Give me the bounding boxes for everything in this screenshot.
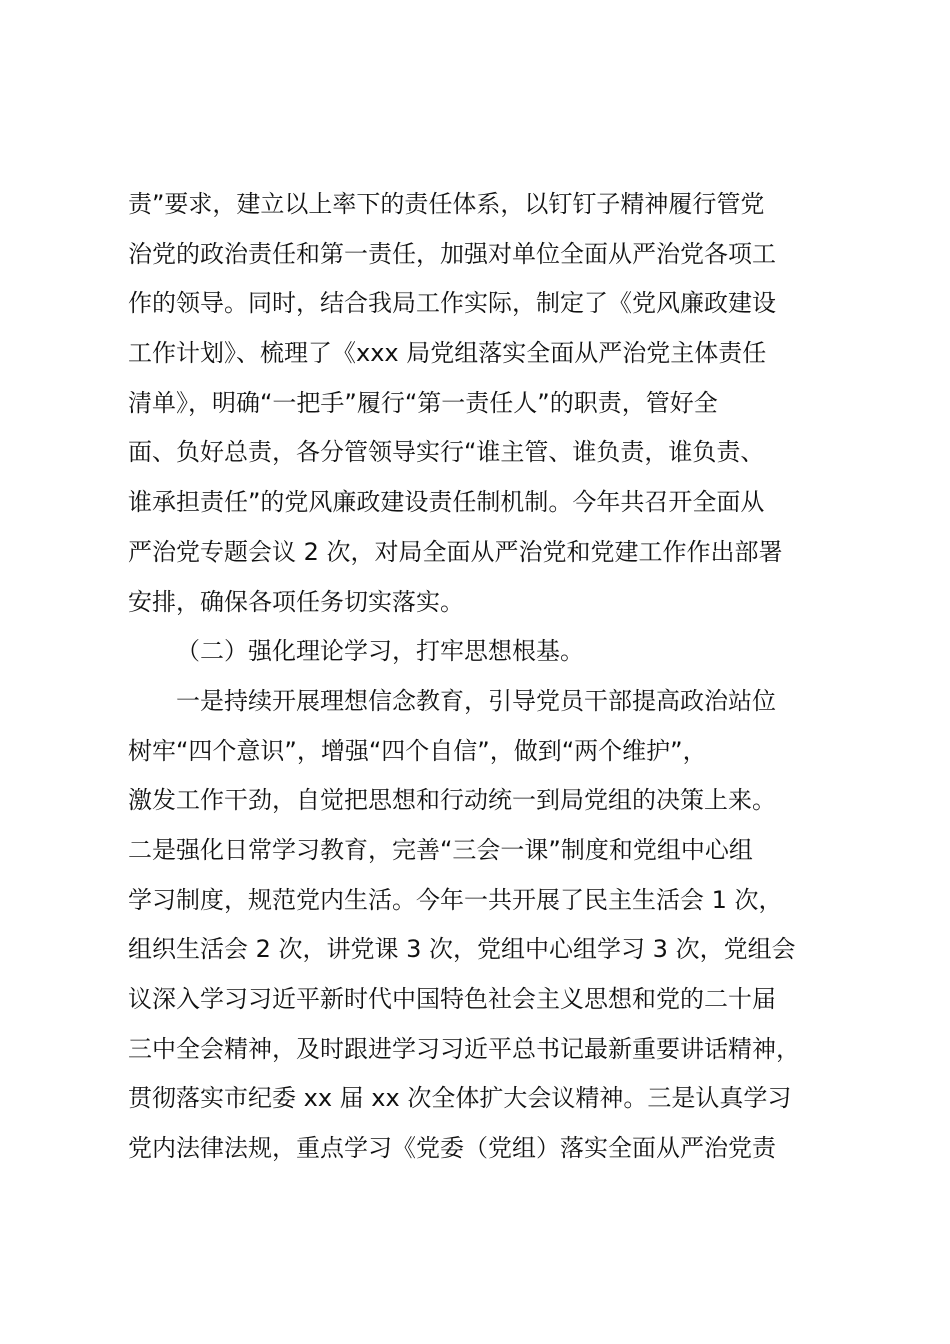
body-text — [128, 180, 834, 1174]
text-line: 树牢“四个意识”，增强“四个自信”，做到“两个维护”， — [128, 736, 707, 765]
text-line: 三中全会精神，及时跟进学习习近平总书记最新重要讲话精神， — [128, 1034, 800, 1063]
text-line: 学习制度，规范党内生活。今年一共开展了民主生活会 1 次， — [128, 885, 783, 914]
text-line: 治党的政治责任和第一责任，加强对单位全面从严治党各项工 — [128, 239, 776, 268]
text-line: 党内法律法规，重点学习《党委（党组）落实全面从严治党责 — [128, 1134, 776, 1163]
text-line: 清单》，明确“一把手”履行“第一责任人”的职责，管好全 — [128, 388, 718, 417]
text-line: 谁承担责任”的党风廉政建设责任制机制。今年共召开全面从 — [128, 488, 765, 517]
paragraph-first-line: 一是持续开展理想信念教育，引导党员干部提高政治站位 — [176, 686, 776, 715]
text-line: 组织生活会 2 次，讲党课 3 次，党组中心组学习 3 次，党组会 — [128, 935, 796, 964]
text-line: 激发工作干劲，自觉把思想和行动统一到局党组的决策上来。 — [128, 786, 776, 815]
text-line: 严治党专题会议 2 次，对局全面从严治党和党建工作作出部署 — [128, 537, 783, 566]
text-line: 作的领导。同时，结合我局工作实际，制定了《党风廉政建设 — [128, 289, 776, 318]
text-line: 议深入学习习近平新时代中国特色社会主义思想和党的二十届 — [128, 985, 776, 1013]
text-line: 安排，确保各项任务切实落实。 — [128, 587, 464, 616]
text-line: 贯彻落实市纪委 xx 届 xx 次全体扩大会议精神。三是认真学习 — [128, 1084, 792, 1113]
text-line: 二是强化日常学习教育，完善“三会一课”制度和党组中心组 — [128, 835, 753, 864]
text-line: 工作计划》、梳理了《xxx 局党组落实全面从严治党主体责任 — [128, 339, 767, 368]
section-heading: （二）强化理论学习，打牢思想根基。 — [176, 637, 584, 666]
text-line: 责”要求，建立以上率下的责任体系，以钉钉子精神履行管党 — [128, 190, 765, 218]
text-line: 面、负好总责，各分管领导实行“谁主管、谁负责，谁负责、 — [128, 438, 765, 467]
